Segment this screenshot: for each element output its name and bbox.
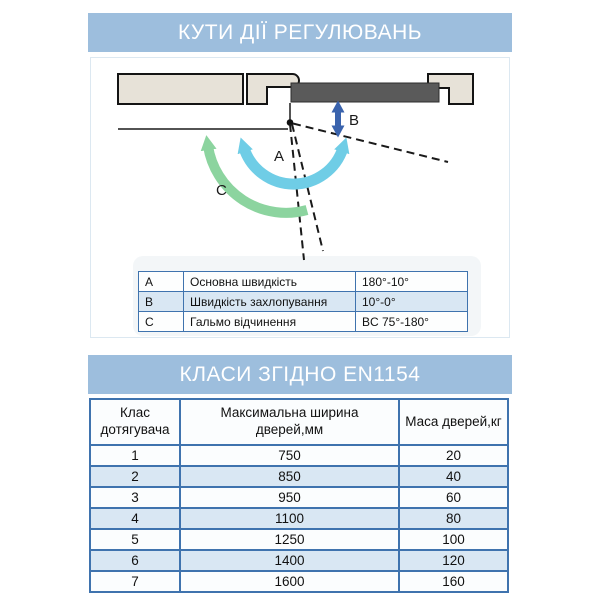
adjustment-angles-table (138, 271, 468, 332)
class-number: 2 (90, 466, 180, 487)
adjustment-name: Основна швидкість (184, 272, 356, 292)
door-closer-diagram-panel (90, 57, 510, 338)
door-mass: 80 (399, 508, 508, 529)
angle-80deg-dashed-line (290, 124, 304, 260)
door-mass: 20 (399, 445, 508, 466)
table-row (90, 550, 508, 571)
table-row (90, 571, 508, 592)
table-row (90, 487, 508, 508)
table-row (139, 272, 468, 292)
door-mass: 40 (399, 466, 508, 487)
adjustment-key: A (139, 272, 184, 292)
table-header-row (90, 399, 508, 445)
max-door-width: 950 (180, 487, 399, 508)
label-c: C (216, 182, 227, 199)
adjustment-range: 180°-10° (356, 272, 468, 292)
adjustment-key: B (139, 292, 184, 312)
max-door-width: 750 (180, 445, 399, 466)
door-mass: 60 (399, 487, 508, 508)
section-title-classes: КЛАСИ ЗГІДНО EN1154 (88, 355, 512, 394)
class-number: 4 (90, 508, 180, 529)
adjustment-name: Гальмо відчинення (184, 312, 356, 332)
max-door-width: 1400 (180, 550, 399, 571)
col-header-class: Клас дотягувача (90, 399, 180, 445)
table-row (90, 529, 508, 550)
angle-10deg-dashed-line (293, 124, 448, 163)
class-number: 5 (90, 529, 180, 550)
max-door-width: 1100 (180, 508, 399, 529)
col-header-mass: Маса дверей,кг (399, 399, 508, 445)
adjustment-range: BC 75°-180° (356, 312, 468, 332)
max-door-width: 850 (180, 466, 399, 487)
col-header-max-width: Максимальна ширина дверей,мм (180, 399, 399, 445)
max-door-width: 1250 (180, 529, 399, 550)
wall-left (118, 74, 243, 104)
door-mass: 120 (399, 550, 508, 571)
table-row (90, 508, 508, 529)
table-row (139, 312, 468, 332)
class-number: 3 (90, 487, 180, 508)
door-leaf (291, 83, 439, 102)
section-title-angles: КУТИ ДІЇ РЕГУЛЮВАНЬ (88, 13, 512, 52)
table-row (139, 292, 468, 312)
table-row (90, 466, 508, 487)
class-number: 7 (90, 571, 180, 592)
adjustment-name: Швидкість захлопування (184, 292, 356, 312)
en1154-classes-table (89, 398, 509, 593)
door-mass: 160 (399, 571, 508, 592)
table-row (90, 445, 508, 466)
max-door-width: 1600 (180, 571, 399, 592)
label-a: A (274, 148, 285, 165)
class-number: 1 (90, 445, 180, 466)
door-mass: 100 (399, 529, 508, 550)
adjustment-range: 10°-0° (356, 292, 468, 312)
label-b: B (349, 112, 360, 129)
class-number: 6 (90, 550, 180, 571)
adjustment-key: C (139, 312, 184, 332)
